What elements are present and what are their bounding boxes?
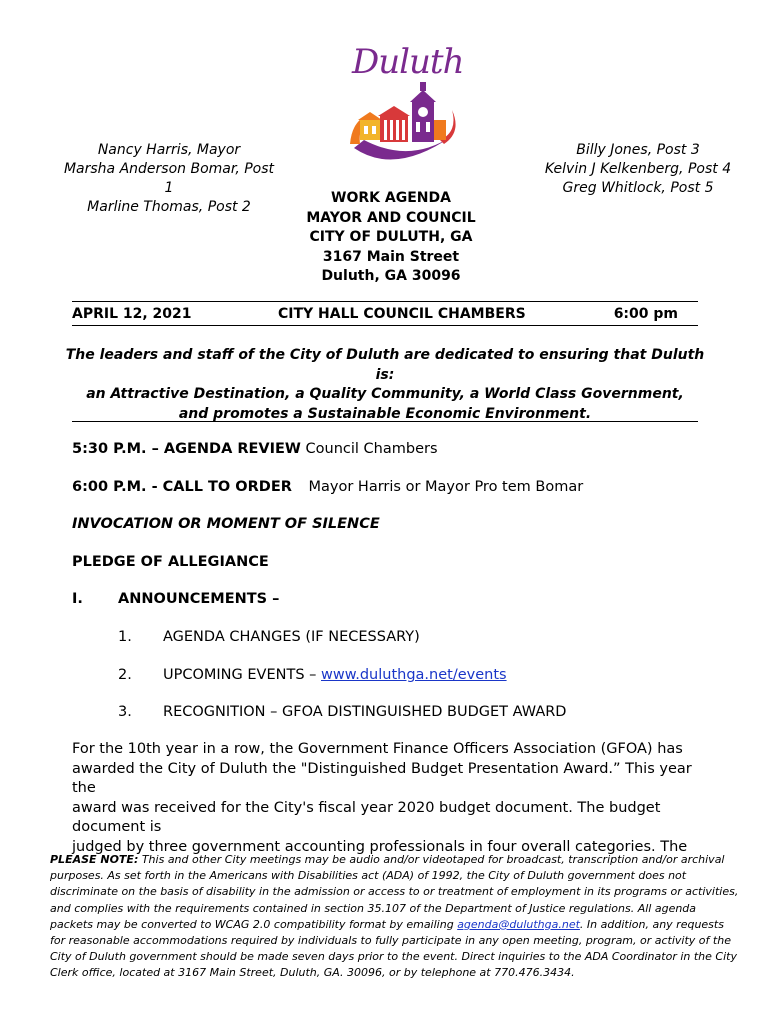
agenda-item: RECOGNITION – GFOA DISTINGUISHED BUDGET AWARD (163, 704, 567, 720)
council-member: Marline Thomas, Post 2 (87, 199, 251, 215)
city-hall-icon (340, 40, 470, 170)
paragraph-line: judged by three government accounting professionals in four overall categories. The (72, 838, 688, 855)
title-line: 3167 Main Street (322, 248, 460, 265)
notice-text-continued: . In addition, any requests for reasonable accommodations required by individuals to fully participate in any open meeting, program, or activity of the City of Duluth government should be made seven days prior to the event. Direct inquiries to the ADA Coordinator in the City Clerk office, located at 3167 Main Street, Duluth, GA. 30096, or by telephone at 770.476.3434. (50, 917, 737, 980)
mission-line: an Attractive Destination, a Quality Community, a World Class Government, (86, 386, 684, 402)
agenda-email-link[interactable]: agenda@duluthga.net (457, 917, 580, 931)
section-numeral: I. (72, 591, 83, 607)
council-member: Greg Whitlock, Post 5 (562, 180, 714, 196)
item-number: 1. (118, 629, 132, 645)
meeting-date: APRIL 12, 2021 (72, 306, 192, 322)
section-title: ANNOUNCEMENTS – (118, 591, 280, 607)
agenda-item (163, 667, 507, 683)
item-number: 3. (118, 704, 132, 720)
recognition-paragraph (72, 740, 702, 857)
council-list-right (540, 141, 736, 198)
meeting-location: CITY HALL COUNCIL CHAMBERS (278, 306, 526, 322)
mission-statement (60, 346, 710, 424)
invocation: INVOCATION OR MOMENT OF SILENCE (72, 516, 380, 532)
paragraph-line: awarded the City of Duluth the "Distinguished Budget Presentation Award.” This year the (72, 760, 692, 796)
council-member: Marsha Anderson Bomar, Post 1 (63, 161, 275, 196)
item-number: 2. (118, 667, 132, 683)
divider (72, 325, 698, 326)
call-to-order-detail: Mayor Harris or Mayor Pro tem Bomar (308, 479, 584, 495)
meeting-info (72, 306, 698, 326)
council-member: Nancy Harris, Mayor (97, 142, 241, 158)
title-line: WORK AGENDA (331, 190, 451, 206)
agenda-item: AGENDA CHANGES (IF NECESSARY) (163, 629, 420, 645)
agenda-review-label: 5:30 P.M. – AGENDA REVIEW (72, 441, 301, 457)
events-link[interactable]: www.duluthga.net/events (321, 667, 507, 683)
document-title (300, 189, 482, 287)
council-member: Billy Jones, Post 3 (576, 142, 700, 158)
divider (72, 421, 698, 422)
notice-text: This and other City meetings may be audio and/or videotaped for broadcast, transcription and/or archival purposes. As set forth in the Americans with Disabilities act (ADA) of 1992, the City of Duluth government does not discriminate on the basis of disability in the admission or access to or treatment of employment in its programs or activities, and complies with the requirements contained in section 35.107 of the Department of Justice regulations. All agenda packets may be converted to WCAG 2.0 compatibility format by emailing (50, 853, 739, 931)
notice-label: PLEASE NOTE: (50, 853, 139, 866)
call-to-order (72, 479, 583, 495)
city-logo (340, 40, 470, 170)
logo-wordmark: Duluth (352, 42, 464, 82)
mission-line: and promotes a Sustainable Economic Environment. (178, 405, 592, 422)
title-line: CITY OF DULUTH, GA (309, 229, 473, 245)
paragraph-line: award was received for the City's fiscal year 2020 budget document. The budget document is (72, 799, 661, 835)
meeting-time: 6:00 pm (613, 306, 678, 322)
title-line: MAYOR AND COUNCIL (306, 209, 476, 226)
title-line: Duluth, GA 30096 (321, 268, 461, 284)
divider (72, 301, 698, 302)
ada-notice (50, 852, 740, 982)
agenda-review-detail: Council Chambers (305, 441, 438, 457)
council-member: Kelvin J Kelkenberg, Post 4 (544, 161, 732, 177)
call-to-order-label: 6:00 P.M. - CALL TO ORDER (72, 479, 292, 495)
pledge: PLEDGE OF ALLEGIANCE (72, 554, 269, 570)
council-list-left (58, 141, 280, 217)
paragraph-line: For the 10th year in a row, the Government Finance Officers Association (GFOA) has (72, 741, 683, 757)
mission-line: The leaders and staff of the City of Duluth are dedicated to ensuring that Duluth is: (65, 347, 705, 383)
agenda-review (72, 441, 438, 457)
agenda-item-text: UPCOMING EVENTS – (163, 667, 321, 683)
